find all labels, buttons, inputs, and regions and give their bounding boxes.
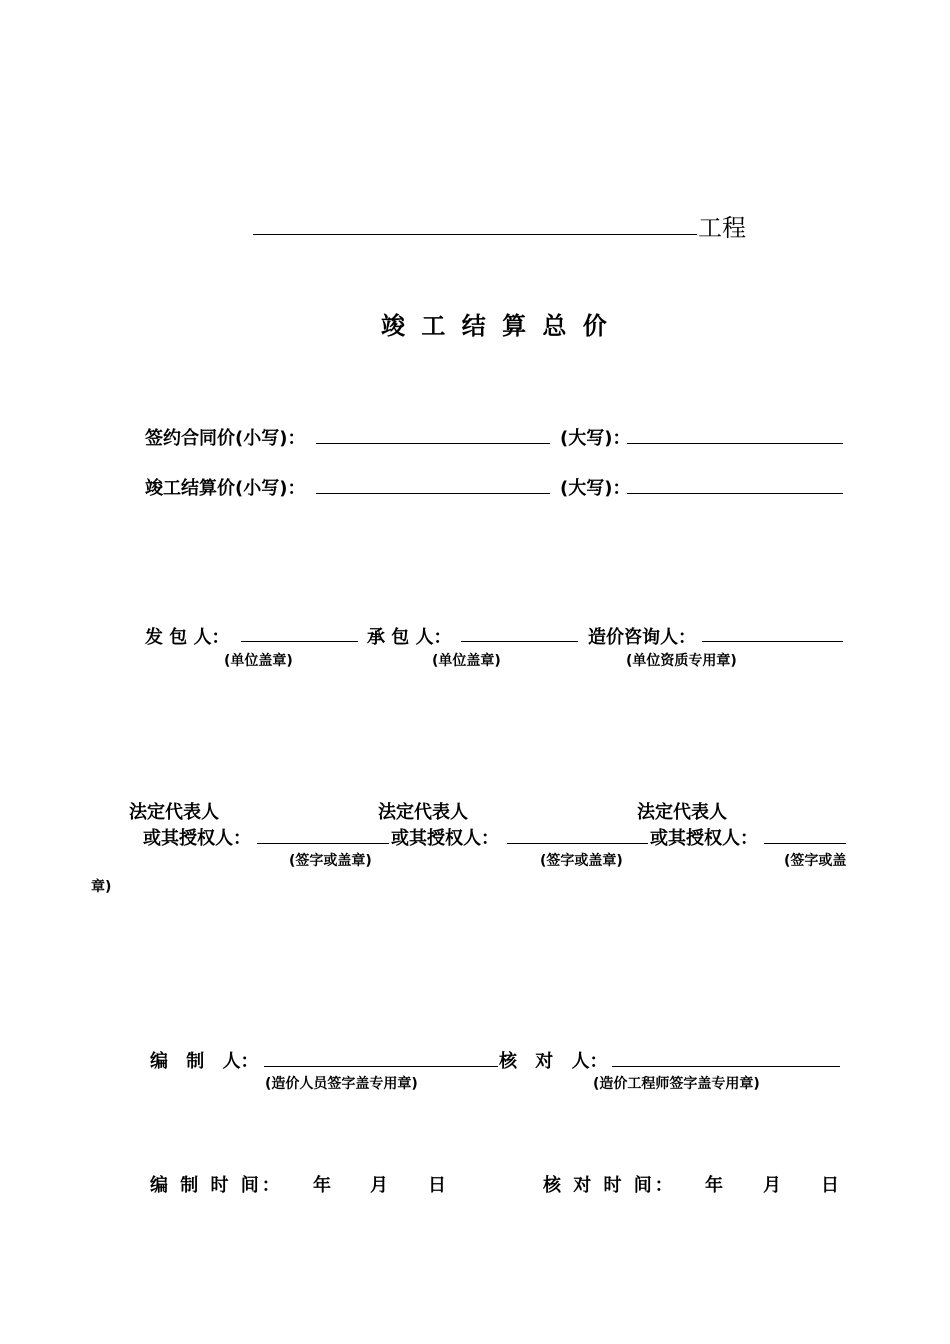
settlement-price-small-field[interactable] <box>316 493 550 494</box>
consultant-seal-note: (单位资质专用章) <box>626 653 737 669</box>
checker-field[interactable] <box>612 1066 840 1067</box>
employer-label: 发 包 人： <box>145 627 230 648</box>
legal-rep-3-note: (签字或盖 <box>784 853 847 869</box>
check-month[interactable]: 月 <box>763 1175 781 1196</box>
legal-rep-1-field[interactable] <box>257 843 389 844</box>
check-day[interactable]: 日 <box>821 1175 839 1196</box>
consultant-field[interactable] <box>702 641 843 642</box>
compiler-field[interactable] <box>264 1066 498 1067</box>
compile-day[interactable]: 日 <box>428 1175 446 1196</box>
contractor-label: 承 包 人： <box>367 627 452 648</box>
legal-rep-3-title: 法定代表人 <box>637 802 727 823</box>
consultant-label: 造价咨询人： <box>588 627 696 648</box>
legal-rep-1-note: (签字或盖章) <box>289 853 372 869</box>
check-year[interactable]: 年 <box>705 1175 723 1196</box>
compile-month[interactable]: 月 <box>370 1175 388 1196</box>
compile-year[interactable]: 年 <box>313 1175 331 1196</box>
legal-rep-2-field[interactable] <box>507 843 648 844</box>
legal-rep-3-label: 或其授权人： <box>650 828 758 849</box>
legal-rep-2-note: (签字或盖章) <box>540 853 623 869</box>
compiler-label: 编 制 人： <box>150 1051 259 1072</box>
legal-rep-2-label: 或其授权人： <box>391 828 499 849</box>
employer-field[interactable] <box>241 641 358 642</box>
compiler-note: (造价人员签字盖专用章) <box>265 1076 418 1092</box>
checker-label: 核 对 人： <box>499 1051 608 1072</box>
project-suffix: 工程 <box>698 214 746 242</box>
legal-rep-3-field[interactable] <box>764 843 846 844</box>
settlement-price-big-field[interactable] <box>627 493 843 494</box>
contractor-seal-note: (单位盖章) <box>432 653 501 669</box>
compile-date-label: 编 制 时 间： <box>150 1175 283 1196</box>
legal-rep-1-label: 或其授权人： <box>143 828 251 849</box>
checker-note: (造价工程师签字盖专用章) <box>593 1076 760 1092</box>
contract-price-big-label: (大写)： <box>560 428 631 449</box>
check-date-label: 核 对 时 间： <box>543 1175 676 1196</box>
settlement-price-big-label: (大写)： <box>560 478 631 499</box>
employer-seal-note: (单位盖章) <box>224 653 293 669</box>
legal-rep-2-title: 法定代表人 <box>378 802 468 823</box>
page-title: 竣 工 结 算 总 价 <box>381 312 611 340</box>
contract-price-small-field[interactable] <box>316 443 550 444</box>
legal-rep-1-title: 法定代表人 <box>129 802 219 823</box>
project-name-line[interactable] <box>253 234 697 235</box>
contractor-field[interactable] <box>461 641 578 642</box>
legal-rep-3-note-wrap: 章) <box>91 879 112 895</box>
contract-price-small-label: 签约合同价(小写)： <box>145 428 306 449</box>
settlement-price-small-label: 竣工结算价(小写)： <box>145 478 306 499</box>
contract-price-big-field[interactable] <box>627 443 843 444</box>
